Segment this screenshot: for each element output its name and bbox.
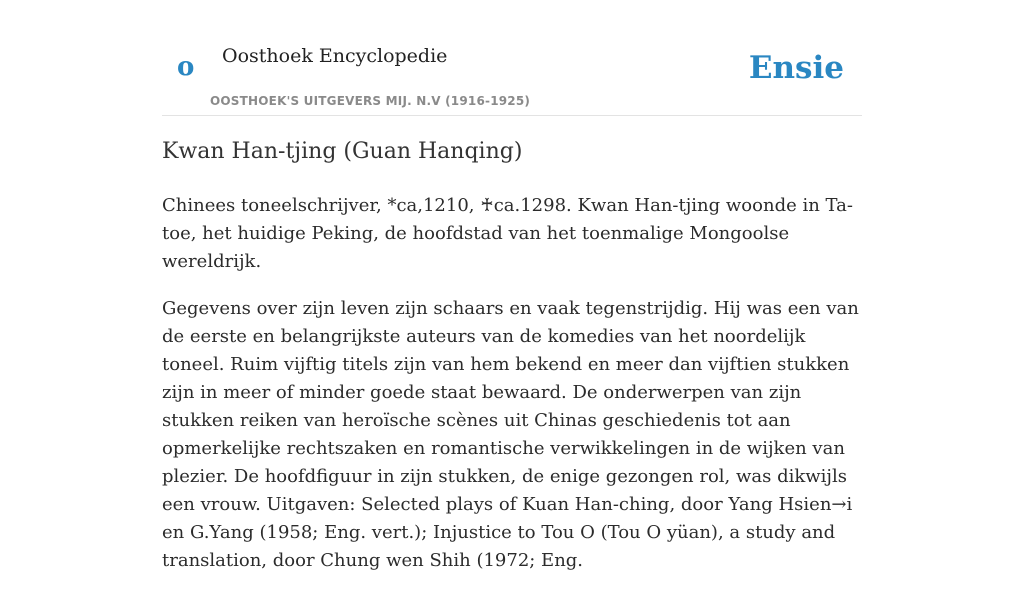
article-paragraph: Gegevens over zijn leven zijn schaars en vaak tegenstrijdig. Hij was een van de eerste en belangrijkste auteurs van de komedies van het noordelijk toneel. Ruim vijftig titels zijn van hem bekend en meer dan vijftien stukken zijn in meer of minder goede staat bewaard. De onderwerpen van zijn stukken reiken van heroïsche scènes uit Chinas geschiedenis tot aan opmerkelijke rechtszaken en romantische verwikkelingen in de wijken van plezier. De hoofdfiguur in zijn stukken, de enige gezongen rol, was dikwijls een vrouw. Uitgaven: Selected plays of Kuan Han-ching, door Yang Hsien→i en G.Yang (1958; Eng. vert.); Injustice to Tou O (Tou O yüan), a study and translation, door Chung wen Shih (1972; Eng. xyxy=(162,298,859,571)
article-title: Kwan Han-tjing (Guan Hanqing) xyxy=(162,139,523,164)
content-column xyxy=(162,0,862,571)
ensie-home-link[interactable]: Ensie xyxy=(748,50,844,86)
article-body xyxy=(162,192,862,594)
encyclopedia-title-link[interactable]: Oosthoek Encyclopedie xyxy=(222,45,448,67)
publisher-subtitle: OOSTHOEK'S UITGEVERS MIJ. N.V (1916-1925) xyxy=(210,94,531,108)
article-paragraph: Chinees toneelschrijver, *ca,1210, ♰ca.1298. Kwan Han-tjing woonde in Ta-toe, het huidige Peking, de hoofdstad van het toenmalige Mongoolse wereldrijk. xyxy=(162,195,853,272)
encyclopedia-logo[interactable]: o xyxy=(177,52,195,82)
site-header xyxy=(162,0,862,116)
